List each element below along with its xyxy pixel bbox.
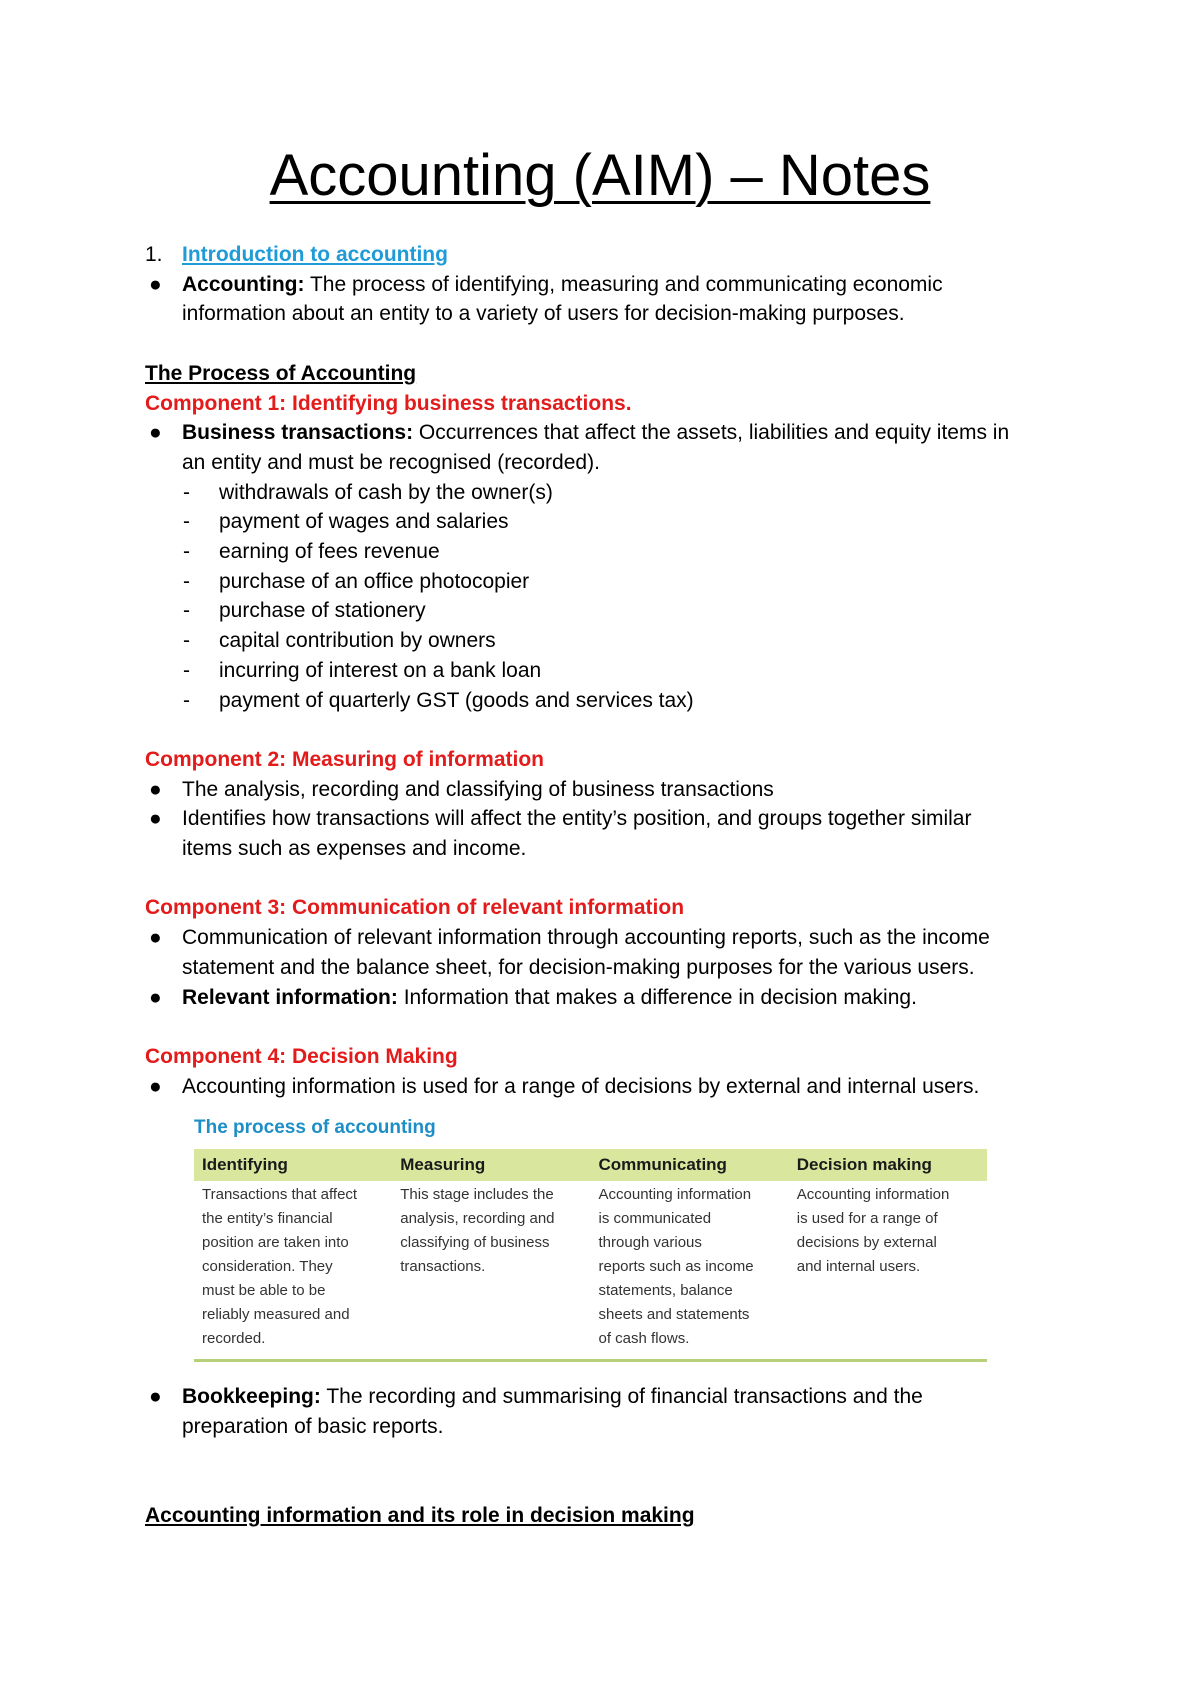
- list-item: [145, 478, 1075, 508]
- bookkeeping-definition-cont: [145, 1412, 1075, 1442]
- business-transactions-definition-cont: [145, 448, 1075, 478]
- column-header: Measuring: [392, 1149, 590, 1181]
- bullet-text: statement and the balance sheet, for decision-making purposes for the various users.: [182, 955, 975, 979]
- list-item: [145, 596, 1075, 626]
- cell-line: Transactions that affect: [202, 1186, 358, 1204]
- cell-line: analysis, recording and: [400, 1210, 555, 1228]
- component-3-heading: Component 3: Communication of relevant information: [145, 896, 685, 920]
- cell-line: recorded.: [202, 1330, 266, 1348]
- component-4-bullet-1: [145, 1072, 1075, 1102]
- cell-line: transactions.: [400, 1258, 486, 1276]
- bullet-icon: ●: [149, 1385, 162, 1409]
- list-item: [145, 507, 1075, 537]
- table-cell: [194, 1181, 392, 1359]
- bookkeeping-def-1: The recording and summarising of financial transactions and the: [320, 1385, 923, 1409]
- list-item-text: payment of quarterly GST (goods and services tax): [219, 688, 694, 712]
- dash-icon: -: [183, 569, 190, 593]
- cell-line: reliably measured and: [202, 1306, 350, 1324]
- accounting-definition-cont: [145, 299, 1075, 329]
- business-transactions-definition: [145, 418, 1075, 448]
- list-item: [145, 567, 1075, 597]
- business-transactions-def-2: an entity and must be recognised (recorded).: [182, 450, 600, 474]
- bullet-text: items such as expenses and income.: [182, 837, 527, 861]
- dash-icon: -: [183, 540, 190, 564]
- accounting-def-line-1: The process of identifying, measuring and communicating economic: [304, 272, 943, 296]
- cell-line: is used for a range of: [796, 1210, 938, 1228]
- bookkeeping-definition: [145, 1382, 1075, 1412]
- list-item: [145, 656, 1075, 686]
- document-body: [145, 240, 1075, 1531]
- bullet-icon: ●: [149, 807, 162, 831]
- dash-icon: -: [183, 658, 190, 682]
- cell-line: statements, balance: [598, 1282, 733, 1300]
- figure-title: The process of accounting: [194, 1117, 436, 1139]
- business-transactions-term: Business transactions:: [182, 421, 414, 445]
- cell-line: of cash flows.: [598, 1330, 690, 1348]
- section-number: 1.: [145, 243, 163, 266]
- bullet-icon: ●: [149, 421, 162, 445]
- cell-line: the entity’s financial: [202, 1210, 333, 1228]
- bullet-text: Communication of relevant information through accounting reports, such as the income: [182, 926, 990, 950]
- business-transactions-def-1: Occurrences that affect the assets, liabilities and equity items in: [413, 421, 1010, 445]
- component-2-bullet-2: [145, 804, 1075, 834]
- cell-line: consideration. They: [202, 1258, 333, 1276]
- bullet-text: The analysis, recording and classifying of business transactions: [182, 777, 774, 801]
- component-4-heading: Component 4: Decision Making: [145, 1044, 458, 1068]
- list-item-text: payment of wages and salaries: [219, 510, 509, 534]
- list-item-text: purchase of an office photocopier: [219, 569, 530, 593]
- component-2-heading: Component 2: Measuring of information: [145, 747, 544, 771]
- cell-line: position are taken into: [202, 1234, 349, 1252]
- list-item-text: withdrawals of cash by the owner(s): [219, 480, 553, 504]
- component-3-bullet-1-cont: [145, 953, 1075, 983]
- cell-line: classifying of business: [400, 1234, 550, 1252]
- bullet-icon: ●: [149, 777, 162, 801]
- page-title: Accounting (AIM) – Notes: [269, 143, 931, 208]
- list-item-text: incurring of interest on a bank loan: [219, 658, 542, 682]
- cell-line: reports such as income: [598, 1258, 754, 1276]
- table-cell: [392, 1181, 590, 1359]
- process-figure: [194, 1115, 987, 1362]
- section-1-heading: [145, 240, 1075, 270]
- introduction-link[interactable]: Introduction to accounting: [182, 243, 448, 266]
- accounting-term: Accounting:: [182, 272, 305, 296]
- table-header-row: [194, 1149, 987, 1181]
- list-item-text: purchase of stationery: [219, 599, 426, 623]
- cell-line: decisions by external: [796, 1234, 937, 1252]
- list-item-text: earning of fees revenue: [219, 540, 440, 564]
- process-heading: The Process of Accounting: [145, 361, 417, 385]
- component-1-heading: Component 1: Identifying business transactions.: [145, 391, 632, 415]
- cell-line: is communicated: [598, 1210, 712, 1228]
- component-2-bullet-2-cont: [145, 834, 1075, 864]
- relevant-information-term: Relevant information:: [182, 985, 398, 1009]
- cell-line: Accounting information: [796, 1186, 950, 1204]
- cell-line: must be able to be: [202, 1282, 326, 1300]
- dash-icon: -: [183, 480, 190, 504]
- bookkeeping-def-2: preparation of basic reports.: [182, 1415, 444, 1439]
- table-cell: [591, 1181, 789, 1359]
- column-header: Decision making: [789, 1149, 987, 1181]
- cell-line: sheets and statements: [598, 1306, 750, 1324]
- list-item-text: capital contribution by owners: [219, 629, 496, 653]
- column-header: Communicating: [591, 1149, 789, 1181]
- cell-line: Accounting information: [598, 1186, 752, 1204]
- dash-icon: -: [183, 510, 190, 534]
- bullet-icon: ●: [149, 272, 162, 296]
- dash-icon: -: [183, 688, 190, 712]
- list-item: [145, 537, 1075, 567]
- accounting-def-line-2: information about an entity to a variety of users for decision-making purposes.: [182, 302, 905, 326]
- cell-line: This stage includes the: [400, 1186, 554, 1204]
- bullet-icon: ●: [149, 985, 162, 1009]
- bookkeeping-term: Bookkeeping:: [182, 1385, 321, 1409]
- cell-line: through various: [598, 1234, 702, 1252]
- bullet-icon: ●: [149, 926, 162, 950]
- bullet-icon: ●: [149, 1074, 162, 1098]
- cell-line: and internal users.: [796, 1258, 921, 1276]
- table-row: [194, 1181, 987, 1359]
- list-item: [145, 686, 1075, 716]
- list-item: [145, 626, 1075, 656]
- bullet-text: Identifies how transactions will affect the entity’s position, and groups together similar: [182, 807, 972, 831]
- bullet-text: Accounting information is used for a range of decisions by external and internal users.: [182, 1074, 980, 1098]
- bullet-text: Information that makes a difference in decision making.: [397, 985, 917, 1009]
- component-3-bullet-1: [145, 923, 1075, 953]
- dash-icon: -: [183, 629, 190, 653]
- component-2-bullet-1: [145, 775, 1075, 805]
- role-heading: Accounting information and its role in decision making: [145, 1504, 695, 1528]
- accounting-definition: [145, 270, 1075, 300]
- process-table: [194, 1149, 987, 1359]
- table-cell: [789, 1181, 987, 1359]
- dash-icon: -: [183, 599, 190, 623]
- column-header: Identifying: [194, 1149, 392, 1181]
- component-3-bullet-2: [145, 983, 1075, 1013]
